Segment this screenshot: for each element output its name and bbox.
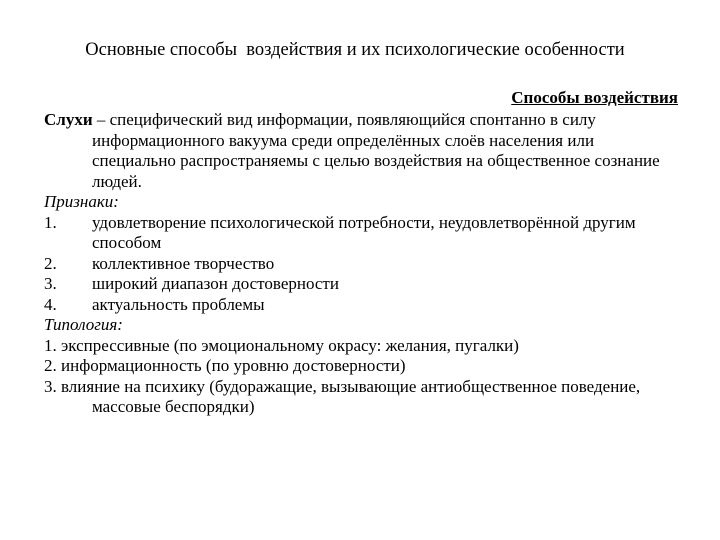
definition-paragraph (44, 110, 678, 192)
list-item-number: 2. (44, 253, 57, 273)
list-item-number: 3. (44, 274, 57, 293)
slide-content (44, 110, 678, 418)
signs-list-item (44, 274, 678, 295)
section-heading: Способы воздействия (511, 88, 678, 107)
definition-text: – специфический вид информации, появляющийся спонтанно в силу информационного вакуума среди определённых слоёв населения или специально распространяемы с целью воздействия на общественное сознание людей. (92, 110, 660, 191)
list-item-text: коллективное творчество (92, 253, 275, 273)
list-item-text: удовлетворение психологической потребности, неудовлетворённой другим способом (92, 212, 636, 252)
signs-list-item (44, 254, 678, 275)
typology-list-item: 1. экспрессивные (по эмоциональному окрасу: желания, пугалки) (44, 335, 519, 355)
list-item-number: 4. (44, 294, 57, 314)
typology-list-item: 2. информационность (по уровню достоверности) (44, 356, 406, 375)
typology-label: Типология: (44, 315, 123, 334)
signs-label: Признаки: (44, 192, 119, 211)
signs-list-item (44, 213, 678, 254)
typology-list-item: 3. влияние на психику (будоражащие, вызывающие антиобщественное поведение, массовые беспорядки) (44, 376, 641, 416)
list-item-text: широкий диапазон достоверности (92, 274, 339, 293)
signs-list-item (44, 295, 678, 316)
slide-title: Основные способы воздействия и их психологические особенности (85, 40, 625, 60)
definition-term: Слухи (44, 110, 93, 129)
list-item-text: актуальность проблемы (92, 294, 265, 314)
list-item-number: 1. (44, 212, 57, 232)
